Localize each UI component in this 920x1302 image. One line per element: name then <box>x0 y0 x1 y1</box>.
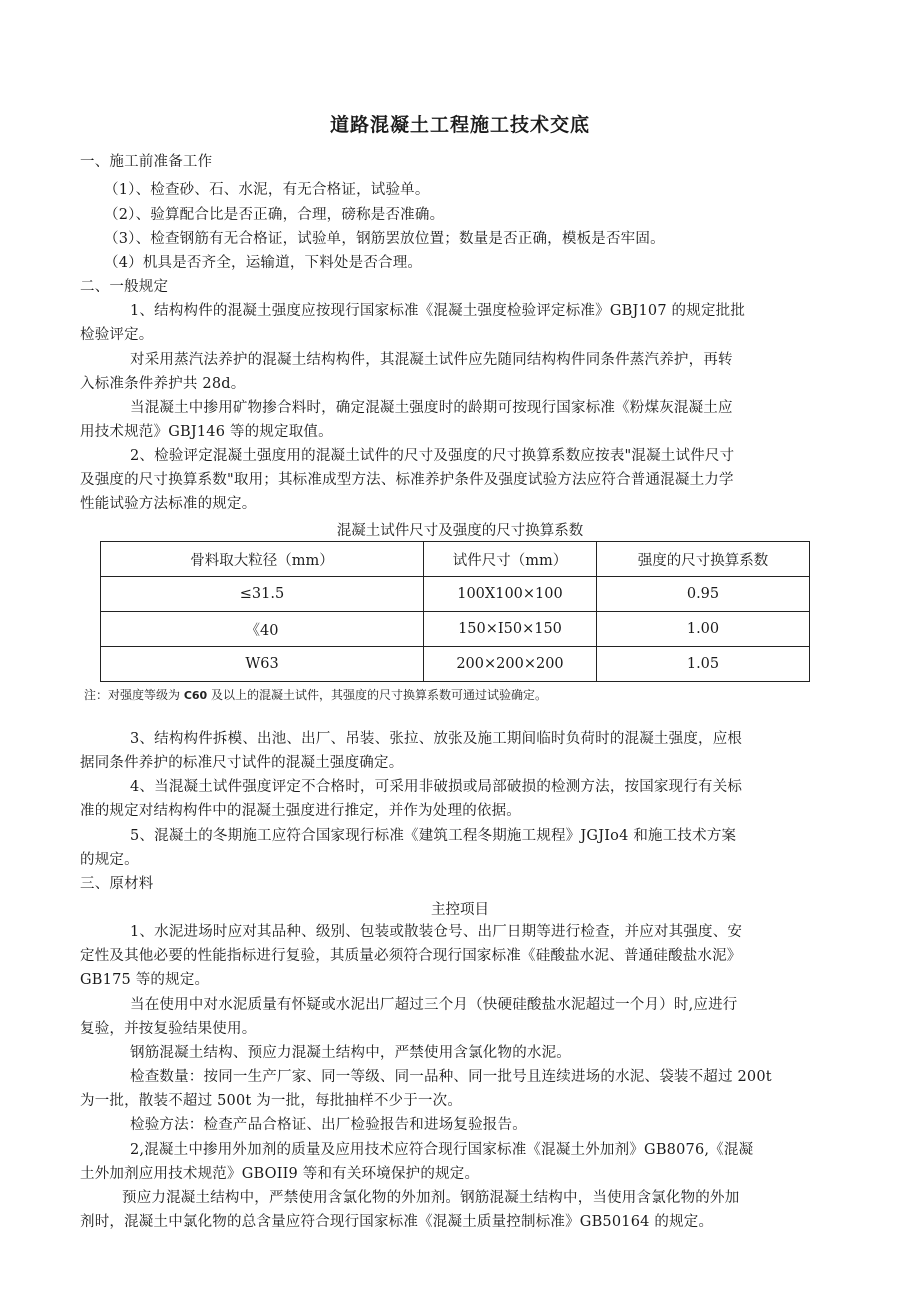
paragraph-line: 入标准条件养护共 28d。 <box>80 376 246 392</box>
paragraph-line: 检查数量：按同一生产厂家、同一等级、同一品种、同一批号且连续进场的水泥、袋装不超过 200t <box>130 1069 772 1085</box>
paragraph-line: 当混凝土中掺用矿物掺合料时，确定混凝土强度时的龄期可按现行国家标准《粉煤灰混凝土应 <box>130 400 733 416</box>
paragraph-line: 1、水泥进场时应对其品种、级别、包装或散装仓号、出厂日期等进行检查，并应对其强度、安 <box>130 924 743 940</box>
paragraph-line: 5、混凝土的冬期施工应符合国家现行标准《建筑工程冬期施工规程》JGJIo4 和施工技术方案 <box>130 828 737 844</box>
table-header-cell: 骨料取大粒径（mm） <box>101 542 424 577</box>
table-cell: 0.95 <box>597 577 810 612</box>
document-title: 道路混凝土工程施工技术交底 <box>329 114 590 136</box>
table-header-row <box>101 542 810 577</box>
paragraph-line: 检验评定。 <box>80 327 154 343</box>
paragraph-line: GB175 等的规定。 <box>80 972 210 988</box>
table-header-cell: 试件尺寸（mm） <box>424 542 597 577</box>
paragraph-line: 当在使用中对水泥质量有怀疑或水泥出厂超过三个月（快硬硅酸盐水泥超过一个月）时,应进行 <box>130 997 738 1013</box>
paragraph-line: 复验，并按复验结果使用。 <box>80 1021 257 1037</box>
paragraph-line: 钢筋混凝土结构、预应力混凝土结构中，严禁使用含氯化物的水泥。 <box>130 1045 571 1061</box>
paragraph-line: 对采用蒸汽法养护的混凝土结构构件，其混凝土试件应先随同结构构件同条件蒸汽养护，再转 <box>130 352 733 368</box>
table-cell: 100X100×100 <box>424 577 597 612</box>
table-note-suffix: 及以上的混凝土试件，其强度的尺寸换算系数可通过试验确定。 <box>207 688 548 702</box>
list-item: （3）、检查钢筋有无合格证，试验单，钢筋罢放位置；数量是否正确，模板是否牢固。 <box>104 231 665 247</box>
paragraph-line: 据同条件养护的标准尺寸试件的混凝土强度确定。 <box>80 755 404 771</box>
table-cell: 150×I50×150 <box>424 612 597 647</box>
table-row <box>101 647 810 682</box>
table-header-cell: 强度的尺寸换算系数 <box>597 542 810 577</box>
section-heading-2: 二、一般规定 <box>80 279 169 295</box>
paragraph-line: 剂时，混凝土中氯化物的总含量应符合现行国家标准《混凝土质量控制标准》GB50164 的规定。 <box>80 1214 714 1230</box>
subheading-main-control: 主控项目 <box>431 902 489 918</box>
paragraph-line: 性能试验方法标准的规定。 <box>80 496 257 512</box>
paragraph-line: 及强度的尺寸换算系数"取用；其标准成型方法、标准养护条件及强度试验方法应符合普通混凝土力学 <box>80 472 734 488</box>
paragraph-line: 的规定。 <box>80 852 139 868</box>
paragraph-line: 为一批，散装不超过 500t 为一批，每批抽样不少于一次。 <box>80 1093 463 1109</box>
paragraph-line: 3、结构构件拆模、出池、出厂、吊装、张拉、放张及施工期间临时负荷时的混凝土强度，应根 <box>130 731 743 747</box>
table-note-grade: C60 <box>183 689 208 702</box>
paragraph-line: 定性及其他必要的性能指标进行复验，其质量必须符合现行国家标准《硅酸盐水泥、普通硅酸盐水泥》 <box>80 948 742 964</box>
conversion-table <box>100 541 810 682</box>
table-cell: 1.05 <box>597 647 810 682</box>
paragraph-line: 2、检验评定混凝土强度用的混凝土试件的尺寸及强度的尺寸换算系数应按表"混凝土试件尺寸 <box>130 448 735 464</box>
table-note-prefix: 注：对强度等级为 <box>84 688 184 702</box>
list-item: （4）机具是否齐全，运输道，下料处是否合理。 <box>104 255 423 271</box>
table-note <box>84 686 547 703</box>
paragraph-line: 用技术规范》GBJ146 等的规定取值。 <box>80 424 333 440</box>
table-cell: 1.00 <box>597 612 810 647</box>
table-row <box>101 612 810 647</box>
paragraph-line: 4、当混凝土试件强度评定不合格时，可采用非破损或局部破损的检测方法，按国家现行有关标 <box>130 779 743 795</box>
paragraph-line: 土外加剂应用技术规范》GBOII9 等和有关环境保护的规定。 <box>80 1166 480 1182</box>
paragraph-line: 1、结构构件的混凝土强度应按现行国家标准《混凝土强度检验评定标准》GBJ107 的规定批批 <box>130 303 746 319</box>
table-row <box>101 577 810 612</box>
table-cell: ≤31.5 <box>101 577 424 612</box>
paragraph-line: 准的规定对结构构件中的混凝土强度进行推定，并作为处理的依据。 <box>80 803 521 819</box>
table-cell: 200×200×200 <box>424 647 597 682</box>
list-item: （1）、检查砂、石、水泥，有无合格证，试验单。 <box>104 182 430 198</box>
paragraph-line: 检验方法：检查产品合格证、出厂检验报告和进场复验报告。 <box>130 1117 527 1133</box>
table-cell: W63 <box>101 647 424 682</box>
table-caption: 混凝土试件尺寸及强度的尺寸换算系数 <box>336 523 584 539</box>
table-cell: 《40 <box>101 612 424 647</box>
list-item: （2）、验算配合比是否正确，合理，磅称是否准确。 <box>104 207 445 223</box>
section-heading-1: 一、施工前准备工作 <box>80 154 213 170</box>
paragraph-line: 预应力混凝土结构中，严禁使用含氯化物的外加剂。钢筋混凝土结构中，当使用含氯化物的外加 <box>122 1190 740 1206</box>
paragraph-line: 2,混凝土中掺用外加剂的质量及应用技术应符合现行国家标准《混凝土外加剂》GB8076,《混凝 <box>130 1142 754 1158</box>
section-heading-3: 三、原材料 <box>80 876 154 892</box>
